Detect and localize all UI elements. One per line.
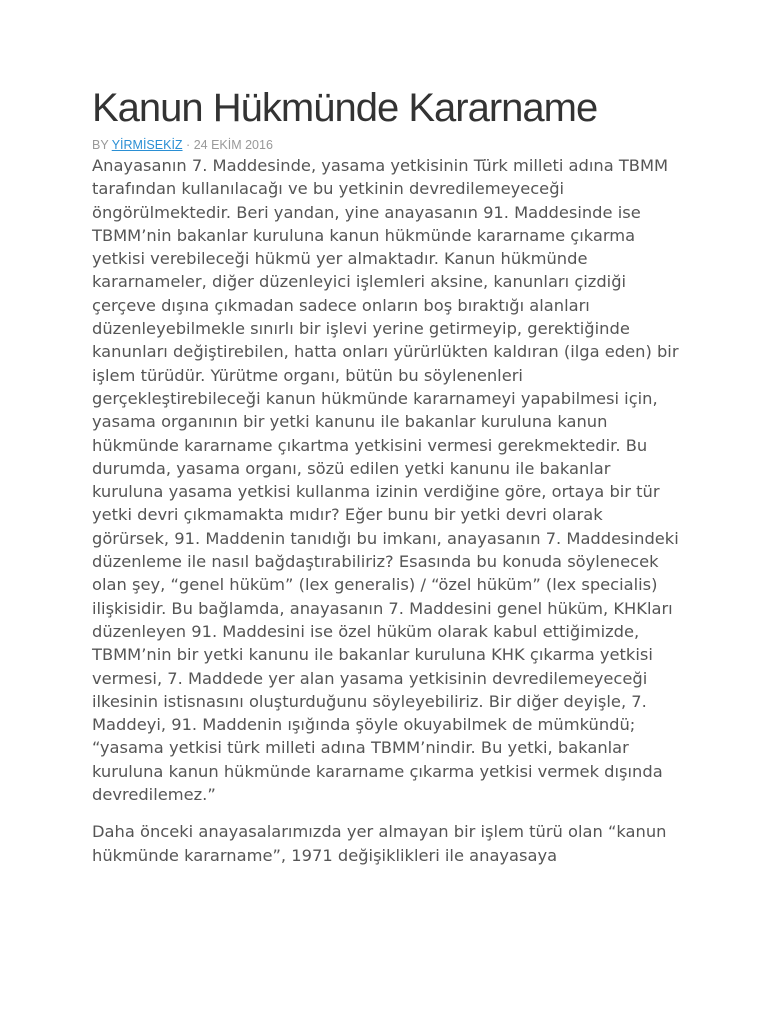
- paragraph-2: Daha önceki anayasalarımızda yer almayan bir işlem türü olan “kanun hükmünde kararname”, 1971 değişiklikleri ile anayasaya: [92, 822, 667, 865]
- paragraph-1: Anayasanın 7. Maddesinde, yasama yetkisinin Türk milleti adına TBMM tarafından kullanılacağı ve bu yetkinin devredilemeyeceği öngörülmektedir. Beri yandan, yine anayasanın 91. Maddesinde ise TBMM’nin bakanlar kuruluna kanun hükmünde kararname çıkarma yetkisi verebileceği hükmü yer almaktadır. Kanun hükmünde kararnameler, diğer düzenleyici işlemleri aksine, kanunları çizdiği çerçeve dışına çıkmadan sadece onların boş bıraktığı alanları düzenleyebilmekle sınırlı bir işlevi yerine getirmeyip, gerektiğinde kanunları değiştirebilen, hatta onları yürürlükten kaldıran (ilga eden) bir işlem türüdür. Yürütme organı, bütün bu söylenenleri gerçekleştirebileceği kanun hükmünde kararnameyi yapabilmesi için, yasama organının bir yetki kanunu ile bakanlar kuruluna kanun hükmünde kararname çıkartma yetkisini vermesi gerekmektedir. Bu durumda, yasama organı, sözü edilen yetki kanunu ile bakanlar kuruluna yasama yetkisi kullanma izinin verdiğine göre, ortaya bir tür yetki devri çıkmamakta mıdır? Eğer bunu bir yetki devri olarak görürsek, 91. Maddenin tanıdığı bu imkanı, anayasanın 7. Maddesindeki düzenleme ile nasıl bağdaştırabiliriz? Esasında bu konuda söylenecek olan şey, “genel hüküm” (lex generalis) / “özel hüküm” (lex specialis) ilişkisidir. Bu bağlamda, anayasanın 7. Maddesini genel hüküm, KHKları düzenleyen 91. Maddesini ise özel hüküm olarak kabul ettiğimizde, TBMM’nin bir yetki kanunu ile bakanlar kuruluna KHK çıkarma yetkisi vermesi, 7. Maddede yer alan yasama yetkisinin devredilemeyeceği ilkesinin istisnasını oluşturduğunu söyleyebiliriz. Bir diğer deyişle, 7. Maddeyi, 91. Maddenin ışığında şöyle okuyabilmek de mümkündü; “yasama yetkisi türk milleti adına TBMM’nindir. Bu yetki, bakanlar kuruluna kanun hükmünde kararname çıkarma yetkisi vermek dışında devredilemez.”: [92, 156, 679, 805]
- meta-separator: ·: [186, 138, 191, 152]
- article: [92, 84, 684, 867]
- byline-prefix: BY: [92, 138, 109, 152]
- article-title: Kanun Hükmünde Kararname: [92, 86, 598, 130]
- author-link[interactable]: YİRMİSEKİZ: [111, 138, 183, 152]
- article-meta: [92, 137, 684, 153]
- publish-date: 24 EKİM 2016: [193, 138, 273, 152]
